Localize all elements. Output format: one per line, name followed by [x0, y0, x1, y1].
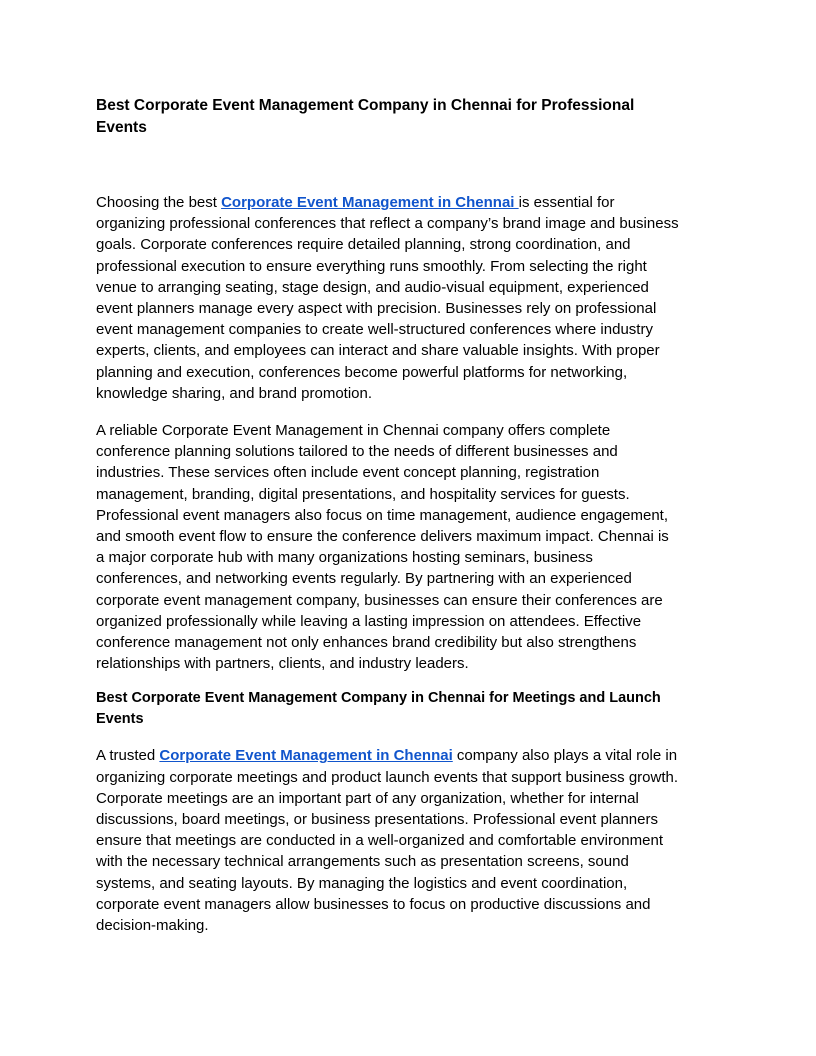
- corporate-event-management-link-1[interactable]: Corporate Event Management in Chennai: [221, 194, 519, 211]
- paragraph-line: organizing corporate meetings and product launch events that support business growth.: [96, 768, 679, 786]
- paragraph-line: event planners manage every aspect with precision. Businesses rely on professional: [96, 300, 657, 318]
- heading-line: Best Corporate Event Management Company in Chennai for Meetings and Launch: [96, 690, 661, 707]
- paragraph-line: corporate event managers allow businesses to focus on productive discussions and: [96, 895, 651, 913]
- heading-line: Events: [96, 119, 147, 136]
- paragraph-line: knowledge sharing, and brand promotion.: [96, 384, 373, 402]
- heading-line: Best Corporate Event Management Company in Chennai for Professional: [96, 97, 635, 114]
- paragraph-line: goals. Corporate conferences require detailed planning, strong coordination, and: [96, 236, 631, 254]
- text-run: company also plays a vital role in: [452, 747, 678, 765]
- paragraph-conferences: [96, 192, 724, 404]
- paragraph-line: Professional event managers also focus on time management, audience engagement,: [96, 506, 669, 524]
- paragraph-line: ensure that meetings are conducted in a well-organized and comfortable environment: [96, 832, 663, 850]
- paragraph-line: and smooth event flow to ensure the conference delivers maximum impact. Chennai is: [96, 528, 669, 546]
- paragraph-line: with the necessary technical arrangements such as presentation screens, sound: [96, 853, 629, 871]
- paragraph-line: organized professionally while leaving a lasting impression on attendees. Effective: [96, 612, 642, 630]
- paragraph-line: professional execution to ensure everything runs smoothly. From selecting the right: [96, 257, 647, 275]
- text-run: A trusted: [96, 747, 160, 765]
- heading-meetings-launch-events: [96, 688, 724, 730]
- paragraph-line: a major corporate hub with many organizations hosting seminars, business: [96, 549, 593, 567]
- paragraph-line: Corporate meetings are an important part of any organization, whether for internal: [96, 789, 639, 807]
- paragraph-line: relationships with partners, clients, and industry leaders.: [96, 655, 469, 673]
- paragraph-line: event management companies to create well-structured conferences where industry: [96, 321, 653, 339]
- paragraph-line: conference planning solutions tailored to the needs of different businesses and: [96, 443, 618, 461]
- paragraph-line: corporate event management company, businesses can ensure their conferences are: [96, 591, 663, 609]
- text-run: is essential for: [518, 194, 615, 211]
- paragraph-line: [96, 745, 724, 766]
- paragraph-meetings: [96, 745, 724, 936]
- paragraph-line: [96, 192, 724, 213]
- paragraph-line: systems, and seating layouts. By managing the logistics and event coordination,: [96, 874, 628, 892]
- paragraph-line: discussions, board meetings, or business presentations. Professional event planners: [96, 811, 658, 829]
- paragraph-line: experts, clients, and employees can interact and share valuable insights. With proper: [96, 342, 660, 360]
- paragraph-line: conference management not only enhances brand credibility but also strengthens: [96, 634, 637, 652]
- heading-line: Events: [96, 711, 144, 728]
- paragraph-line: management, branding, digital presentations, and hospitality services for guests.: [96, 485, 630, 503]
- paragraph-conference-solutions: [96, 420, 724, 674]
- paragraph-line: venue to arranging seating, stage design, and audio-visual equipment, experienced: [96, 278, 649, 296]
- corporate-event-management-link-2[interactable]: Corporate Event Management in Chennai: [159, 747, 453, 765]
- heading-professional-events: [96, 95, 724, 139]
- paragraph-line: industries. These services often include event concept planning, registration: [96, 464, 600, 482]
- paragraph-line: organizing professional conferences that reflect a company’s brand image and business: [96, 215, 679, 233]
- paragraph-line: decision-making.: [96, 917, 209, 935]
- text-run: Choosing the best: [96, 194, 222, 211]
- paragraph-line: conferences, and networking events regularly. By partnering with an experienced: [96, 570, 632, 588]
- document-page: [96, 95, 724, 936]
- paragraph-line: A reliable Corporate Event Management in Chennai company offers complete: [96, 422, 611, 440]
- paragraph-line: planning and execution, conferences become powerful platforms for networking,: [96, 363, 628, 381]
